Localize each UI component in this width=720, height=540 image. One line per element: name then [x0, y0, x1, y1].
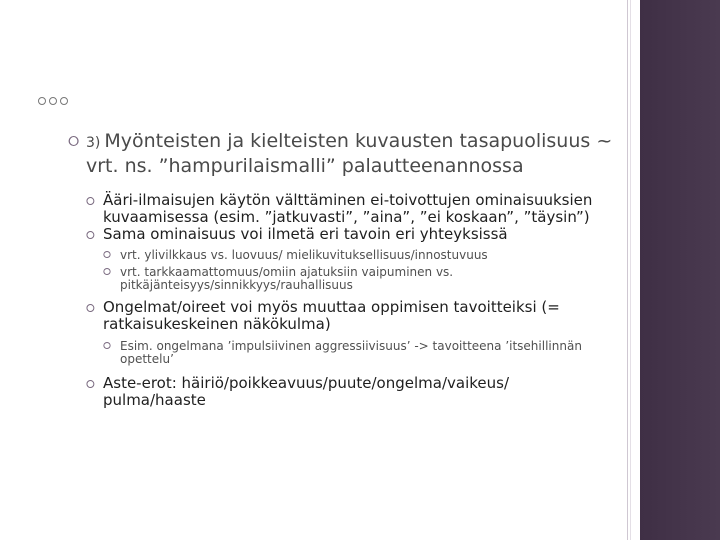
bullet-icon: ⭘ [86, 378, 95, 391]
side-divider-line [627, 0, 628, 540]
sub-list-item [103, 266, 616, 292]
side-panel [640, 0, 720, 540]
list-item-text: Ongelmat/oireet voi myös muuttaa oppimisen tavoitteiksi (= ratkaisukeskeinen näkökulma) [103, 298, 560, 333]
bullet-icon: ⭘ [86, 302, 95, 315]
main-bullet-body: Myönteisten ja kielteisten kuvausten tasapuolisuus ~ vrt. ns. ”hampurilaismalli” palautteenannossa [86, 130, 613, 177]
sub-list-item [103, 340, 616, 366]
sub-list-item [103, 249, 616, 262]
bullet-icon: ⭘ [103, 341, 111, 352]
list-item-text: Sama ominaisuus voi ilmetä eri tavoin eri yhteyksissä [103, 225, 508, 243]
side-divider-line-inner [630, 0, 631, 540]
bullet-icon: ⭘ [86, 195, 95, 208]
list-item [86, 192, 616, 226]
slide-content [68, 130, 616, 409]
bullet-icon: ⭘ [86, 229, 95, 242]
sub-list-item-text: vrt. ylivilkkaus vs. luovuus/ mielikuvituksellisuus/innostuvuus [120, 248, 488, 262]
bullet-icon: ⭘ [103, 250, 111, 261]
main-bullet-text [86, 130, 616, 178]
list-item [86, 375, 616, 409]
sub-list-item-text: vrt. tarkkaamattomuus/omiin ajatuksiin vaipuminen vs. pitkäjänteisyys/sinnikkyys/rauhallisuus [120, 265, 454, 292]
main-bullet [68, 130, 616, 178]
main-bullet-prefix: 3) [86, 135, 101, 151]
bullet-icon: ⭘ [68, 134, 80, 150]
bullet-icon: ⭘ [103, 267, 111, 278]
list-item [86, 226, 616, 243]
list-item-text: Ääri-ilmaisujen käytön välttäminen ei-toivottujen ominaisuuksien kuvaamisessa (esim. ”jatkuvasti”, ”aina”, ”ei koskaan”, ”täysin”) [103, 191, 593, 226]
list-item-text: Aste-erot: häiriö/poikkeavuus/puute/ongelma/vaikeus/ pulma/haaste [103, 374, 510, 409]
dots-decoration-icon [38, 97, 68, 105]
list-item [86, 299, 616, 333]
sub-list-item-text: Esim. ongelmana ’impulsiivinen aggressiivisuus’ -> tavoitteena ’itsehillinnän opettelu’ [120, 339, 582, 366]
